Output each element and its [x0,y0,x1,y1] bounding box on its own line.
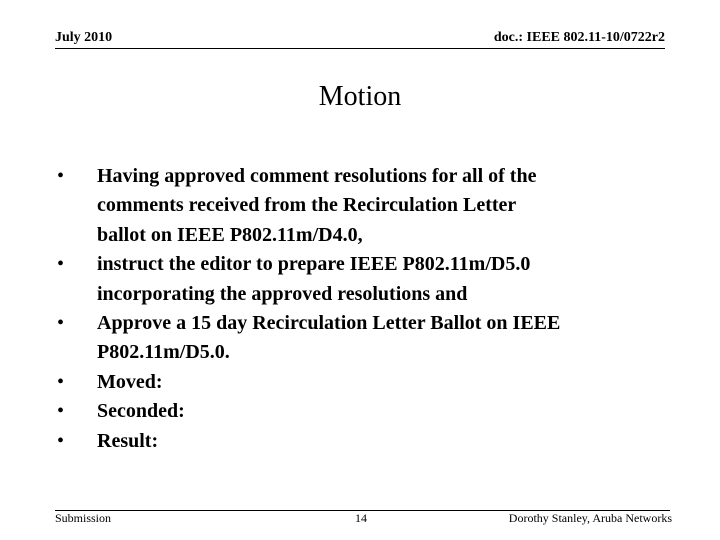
bullet-glyph: • [57,400,65,423]
bullet-item [57,397,677,426]
bullet-glyph: • [57,253,65,276]
footer-author: Dorothy Stanley, Aruba Networks [508,511,672,525]
bullet-glyph: • [57,370,65,393]
slide-title: Motion [318,81,402,112]
bullet-item [57,250,677,309]
bullet-item [57,427,677,456]
bullet-glyph: • [57,312,65,335]
bullet-text: Having approved comment resolutions for all of the comments received from the Recirculation Letter ballot on IEEE P802.11m/D4.0, [97,165,537,246]
bullet-text: instruct the editor to prepare IEEE P802.11m/D5.0 incorporating the approved resolutions and [97,253,531,305]
bullet-text: Result: [97,429,159,452]
bullet-item [57,162,677,250]
bullet-item [57,309,677,368]
page-number: 14 [355,511,367,525]
bullet-text: Approve a 15 day Recirculation Letter Ballot on IEEE P802.11m/D5.0. [97,312,561,364]
bullet-text: Seconded: [97,400,185,423]
header-doc-id: doc.: IEEE 802.11-10/0722r2 [493,30,665,45]
header-date: July 2010 [55,30,113,45]
bullet-list [57,162,677,456]
bullet-text: Moved: [97,370,163,393]
bullet-glyph: • [57,429,65,452]
bullet-item [57,368,677,397]
header-rule [55,48,665,49]
bullet-glyph: • [57,165,65,187]
footer-submission: Submission [55,511,112,525]
